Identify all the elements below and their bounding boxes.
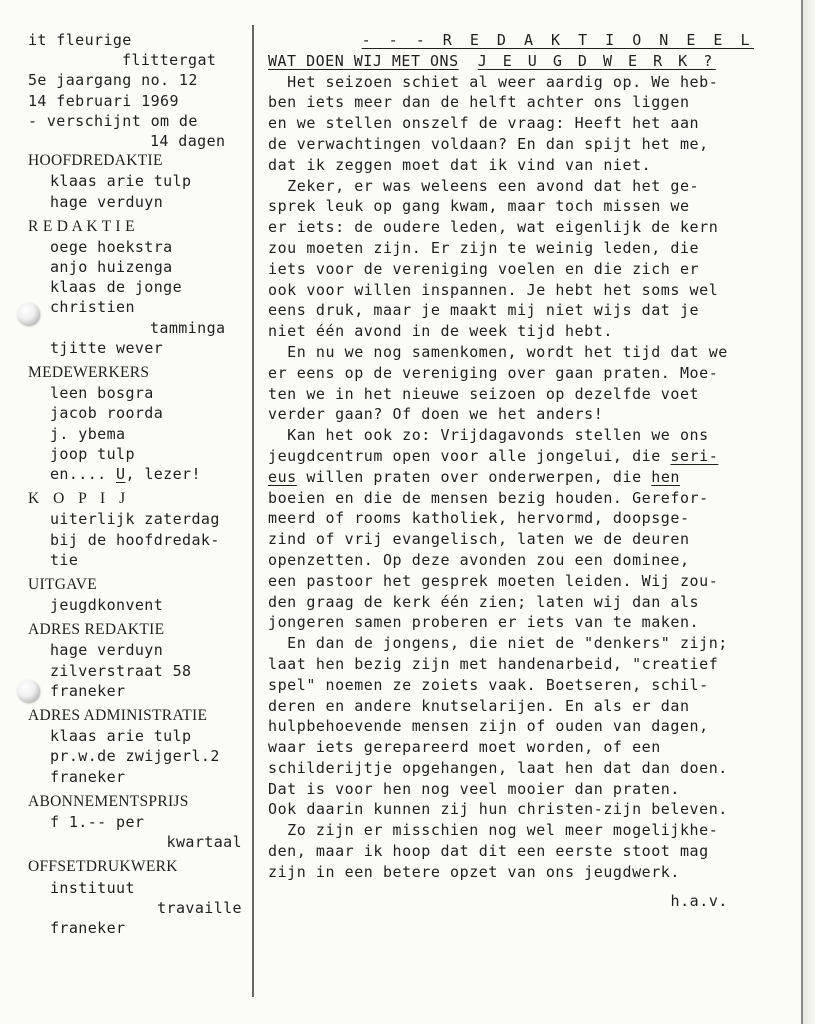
medewerker-name: leen bosgra (50, 384, 154, 403)
page-edge-line (801, 0, 803, 1024)
frequency-line-1: - verschijnt om de (28, 111, 198, 130)
frequency-line-2: 14 dagen (150, 131, 226, 150)
masthead-title-2: flittergat (122, 51, 217, 70)
body-line: er iets: de oudere leden, wat eigenlijk de kern (268, 218, 719, 237)
page-edge-shadow (803, 0, 815, 1024)
masthead-title-1: it fleurige (28, 31, 132, 49)
adres-redaktie-line: zilverstraat 58 (50, 661, 192, 680)
printer-line: franeker (50, 918, 126, 937)
adres-redaktie-line: hage verduyn (50, 641, 164, 660)
body-line: Zo zijn er misschien nog wel meer mogelijkhe- (268, 821, 719, 840)
redaktie-name: anjo huizenga (50, 258, 173, 277)
offsetdrukwerk-heading: OFFSETDRUKWERK (28, 858, 178, 876)
reader-suffix: , lezer! (125, 464, 201, 483)
medewerker-reader (28, 464, 250, 484)
body-line: ook voor willen inspannen. Je hebt het soms wel (268, 280, 719, 299)
body-text: jeugdcentrum open voor alle jongelui, die (268, 446, 671, 465)
body-line: eens druk, maar je maakt mij niet wijs dat je (268, 301, 700, 320)
body-line: ben iets meer dan de helft achter ons liggen (268, 93, 690, 112)
adres-administratie-line: franeker (50, 767, 126, 786)
redaktie-name: tjitte wever (50, 338, 164, 357)
section-title (268, 30, 754, 51)
body-line: Het seizoen schiet al weer aardig op. We heb- (268, 72, 719, 91)
body-line: openzetten. Op deze avonden zou een dominee, (268, 550, 690, 569)
body-line: schilderijtje opgehangen, laat hen dat dan doen. (268, 758, 728, 777)
editor-name: klaas arie tulp (50, 172, 192, 191)
body-line: boeien en die de mensen bezig houden. Gerefor- (268, 488, 709, 507)
body-line: verder gaan? Of doen we het anders! (268, 405, 604, 424)
underlined-word: eus (268, 467, 297, 486)
redaktie-name: christien (50, 298, 135, 317)
body-line: Ook daarin kunnen zij hun christen-zijn beleven. (268, 800, 728, 819)
section-label: - - - R E D A K T I O N E E L (361, 31, 754, 49)
body-line: meerd of rooms katholiek, hervormd, doopsge- (268, 509, 690, 528)
column-divider (252, 25, 254, 997)
body-line: waar iets gerepareerd moet worden, of een (268, 738, 661, 757)
price-period: kwartaal (166, 833, 242, 852)
medewerkers-heading: MEDEWERKERS (28, 364, 150, 381)
kopij-heading: K O P I J (28, 490, 131, 508)
hoofdredaktie-heading: HOOFDREDAKTIE (28, 152, 163, 170)
body-line: den, maar ik hoop dat dit een eerste stoot mag (268, 842, 709, 861)
printer-line: travaille (157, 898, 242, 917)
uitgave-heading: UITGAVE (28, 575, 97, 593)
reader-prefix: en.... (50, 464, 117, 483)
issue-date: 14 februari 1969 (28, 91, 179, 110)
body-line (268, 446, 754, 467)
body-line: den graag de kerk één zien; laten wij dan als (268, 592, 700, 611)
body-line: Zeker, er was weleens een avond dat het ge- (268, 176, 700, 195)
body-line: iets voor de vereniging voelen en die zich er (268, 259, 700, 278)
body-line: hulpbehoevende mensen zijn of ouden van dagen, (268, 717, 709, 736)
adres-administratie-heading: ADRES ADMINISTRATIE (28, 707, 208, 724)
medewerker-name: joop tulp (50, 444, 135, 463)
colophon (28, 30, 250, 938)
body-line: deren en andere knutselarijen. En als er dan (268, 696, 690, 715)
body-line: ten we in het nieuwe seizoen op dezelfde voet (268, 384, 700, 403)
masthead (28, 30, 250, 151)
body-text: willen praten over onderwerpen, die (296, 467, 652, 486)
body-line: En nu we nog samenkomen, wordt het tijd dat we (268, 342, 728, 361)
question-part-a: WAT DOEN WIJ MET ONS (268, 51, 459, 70)
body-line: En dan de jongens, die niet de "denkers" zijn; (268, 634, 728, 653)
redaktie-name: oege hoekstra (50, 237, 173, 256)
redaktie-name: klaas de jonge (50, 278, 183, 297)
underlined-word: hen (651, 467, 680, 486)
kopij-line: tie (50, 550, 79, 569)
volume-number: 5e jaargang no. 12 (28, 71, 198, 90)
printer-line: instituut (50, 878, 135, 897)
article-question (268, 51, 754, 72)
editor-name: hage verduyn (50, 192, 164, 211)
body-line: en we stellen onszelf de vraag: Heeft het aan (268, 114, 700, 133)
article-body (268, 72, 754, 912)
body-line: spel" noemen ze zoiets vaak. Boetseren, schil- (268, 675, 709, 694)
body-line (268, 467, 754, 488)
author-signature: h.a.v. (670, 891, 728, 910)
body-line: Dat is voor hen nog veel mooier dan praten. (268, 779, 680, 798)
redaktie-heading: R E D A K T I E (28, 217, 135, 235)
body-line: de verwachtingen voldaan? En dan spijt het me, (268, 134, 709, 153)
body-line: Kan het ook zo: Vrijdagavonds stellen we ons (268, 426, 709, 445)
body-line: een pastoor het gesprek moeten leiden. Wij zou- (268, 571, 719, 590)
body-line: er eens op de vereniging over gaan praten. Moe- (268, 363, 719, 382)
body-line: zind of vrij evangelisch, laten we de deuren (268, 530, 690, 549)
question-part-b: J E U G D W E R K ? (477, 51, 716, 70)
body-line: sprek leuk op gang kwam, maar toch missen we (268, 197, 690, 216)
medewerker-name: j. ybema (50, 424, 126, 443)
adres-administratie-line: pr.w.de zwijgerl.2 (50, 747, 220, 766)
underlined-word: seri- (670, 446, 719, 465)
price-line: f 1.-- per (50, 812, 145, 831)
medewerker-name: jacob roorda (50, 404, 164, 423)
body-line: zou moeten zijn. Er zijn te weinig leden, die (268, 238, 700, 257)
adres-redaktie-heading: ADRES REDAKTIE (28, 621, 165, 639)
body-line: niet één avond in de week tijd hebt. (268, 322, 613, 341)
abonnementsprijs-heading: ABONNEMENTSPRIJS (28, 792, 189, 810)
body-line: zijn in een betere opzet van ons jeugdwerk. (268, 862, 680, 881)
body-line: jongeren samen proberen er iets van te maken. (268, 613, 700, 632)
body-line: laat hen bezig zijn met handenarbeid, "creatief (268, 654, 719, 673)
adres-redaktie-line: franeker (50, 681, 126, 700)
kopij-line: bij de hoofdredak- (50, 530, 220, 549)
adres-administratie-line: klaas arie tulp (50, 727, 192, 746)
reader-u: U (116, 464, 126, 483)
editorial-article (268, 30, 754, 911)
redaktie-name: tamminga (150, 318, 226, 337)
uitgave-line: jeugdkonvent (50, 596, 164, 615)
kopij-line: uiterlijk zaterdag (50, 510, 220, 529)
body-line: dat ik zeggen moet dat ik vind van niet. (268, 155, 652, 174)
